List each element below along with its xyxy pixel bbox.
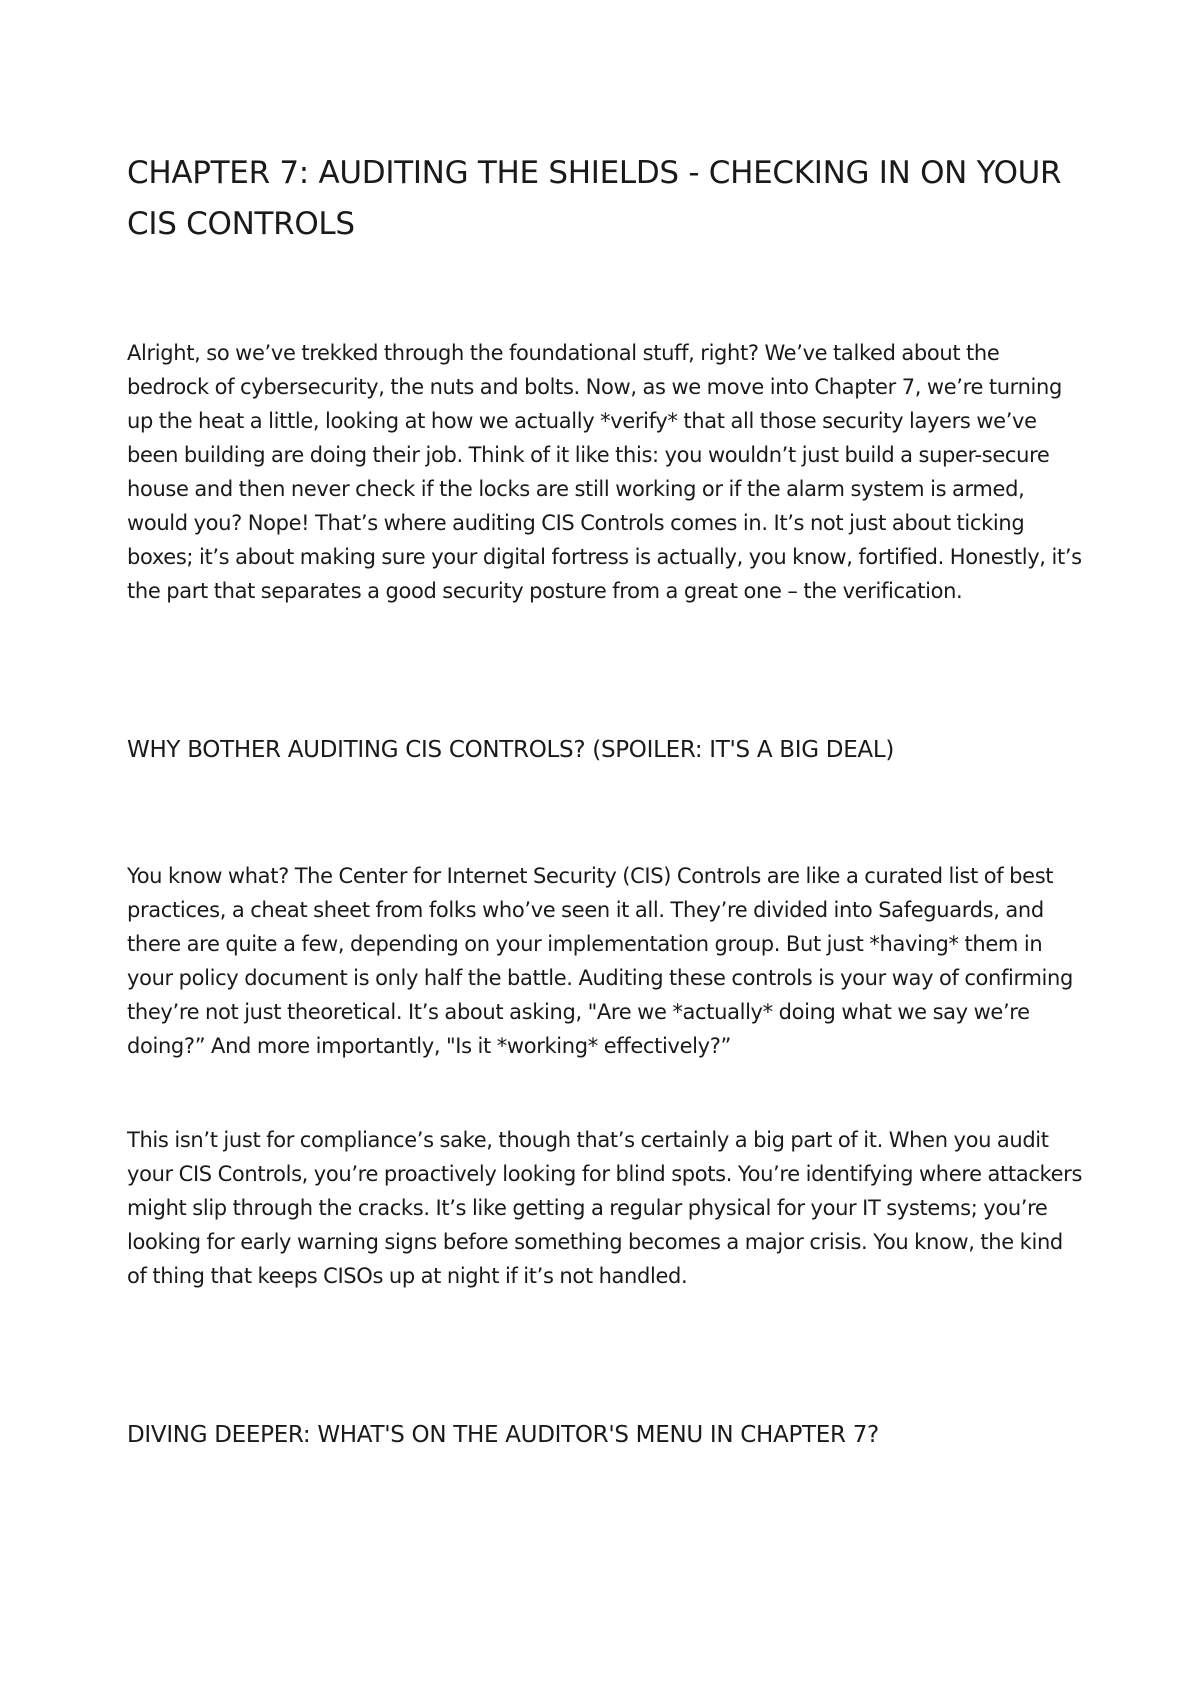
intro-paragraph: Alright, so we’ve trekked through the foundational stuff, right? We’ve talked about the bedrock of cybersecurity, the nuts and bolts. Now, as we move into Chapter 7, we’re turning up the heat a little, looking at how we actually *verify* that all those security layers we’ve been building are doing their job. Think of it like this: you wouldn’t just build a super-secure house and then never check if the locks are still working or if the alarm system is armed, would you? Nope! That’s where auditing CIS Controls comes in. It’s not just about ticking boxes; it’s about making sure your digital fortress is actually, you know, fortified. Honestly, it’s the part that separates a good security posture from a great one – the verification. xyxy=(127,341,1082,603)
section-paragraph: You know what? The Center for Internet Security (CIS) Controls are like a curated list of best practices, a cheat sheet from folks who’ve seen it all. They’re divided into Safeguards, and there are quite a few, depending on your implementation group. But just *having* them in your policy document is only half the battle. Auditing these controls is your way of confirming they’re not just theoretical. It’s about asking, "Are we *actually* doing what we say we’re doing?” And more importantly, "Is it *working* effectively?” xyxy=(127,864,1073,1058)
chapter-title: CHAPTER 7: AUDITING THE SHIELDS - CHECKING IN ON YOUR CIS CONTROLS xyxy=(127,155,1062,242)
section-paragraph: This isn’t just for compliance’s sake, though that’s certainly a big part of it. When you audit your CIS Controls, you’re proactively looking for blind spots. You’re identifying where attackers might slip through the cracks. It’s like getting a regular physical for your IT systems; you’re looking for early warning signs before something becomes a major crisis. You know, the kind of thing that keeps CISOs up at night if it’s not handled. xyxy=(127,1128,1083,1288)
section-heading-diving-deeper: DIVING DEEPER: WHAT'S ON THE AUDITOR'S MENU IN CHAPTER 7? xyxy=(127,1422,879,1448)
section-heading-why-audit: WHY BOTHER AUDITING CIS CONTROLS? (SPOILER: IT'S A BIG DEAL) xyxy=(127,737,895,763)
